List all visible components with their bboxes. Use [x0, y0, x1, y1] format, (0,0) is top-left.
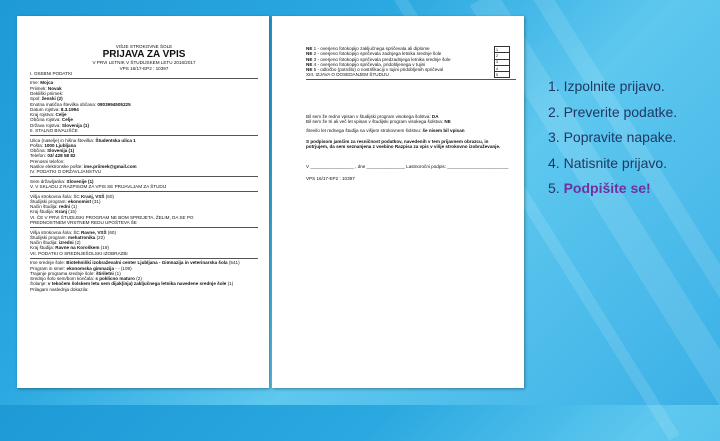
personal-field: Enotna matična številka občana: 0803994505225	[30, 101, 131, 107]
address-field: Ulica (naselje) in hišna številka: Študentska ulica 1	[30, 137, 136, 143]
statement-years-count: Število let rednega študija na višjem strokovnem šolstvu: še nisem bil vpisan	[306, 127, 465, 133]
attachment-number-cell: 3	[495, 59, 510, 65]
attachment-item: NE 4 - overjeno fotokopijo spričevala, pridobljenega v tujini	[306, 61, 426, 67]
step-number: 3.	[548, 129, 560, 146]
personal-field: Priimek: Novak	[30, 85, 62, 91]
attachment-item: NE 1 - overjeno fotokopijo zaključnega spričevala ali diplome	[306, 46, 430, 51]
attachment-item: NE 3 - overjeno fotokopijo spričevala predzadnjega letnika srednje šole	[306, 56, 451, 62]
address-field: Telefon: 03/ 428 58 82	[30, 153, 76, 159]
school-block	[30, 260, 258, 292]
school-field: Program in smer: ekonomska gimnazija - - (109)	[30, 265, 132, 271]
section-residence-title: II. STALNO BIVALIŠČE	[30, 128, 78, 134]
first-choice-block	[30, 194, 258, 215]
attachment-number-cell: 5	[495, 72, 510, 78]
form-header: VIŠJE STROKOVNE ŠOLE	[115, 44, 173, 49]
school-field: Ime srednje šole: Biotehniški izobraževalni center Ljubljana - Gimnazija in veterinarska šola (541)	[30, 260, 240, 266]
address-field: Naslov elektronske pošte: ime.priimek@gmail.com	[30, 164, 137, 170]
declaration-text: S podpisom jamčim za resničnost podatkov, navedenih v tem prijavnem obrazcu, in potrjujem, da sem seznanjena z vsebino Razpisa za vpis v višje strokovno izobraževanje.	[306, 138, 501, 150]
instruction-steps	[548, 74, 677, 202]
statement-enrolled: Bil sem že redno vpisan v študijski program visokega šolstva: DA	[306, 114, 439, 119]
first-choice-field: Način študija: redni (1)	[30, 204, 77, 210]
section-second-choice-title: VI. ČE V PRVI ŠTUDIJSKI PROGRAM NE BOM SPREJETA, ŽELIM, DA SE PO	[30, 214, 194, 220]
second-choice-field: Kraj študija: Ravne na Koroškem (19)	[30, 245, 109, 251]
step-text: Podpišite se!	[563, 180, 651, 197]
personal-field: Občina rojstva: Celje	[30, 117, 73, 123]
attachments-grid	[494, 46, 510, 78]
first-choice-field: Kraj študija: Kranj (15)	[30, 209, 77, 215]
step-item	[548, 100, 677, 126]
address-field: Občina: Slovenija (1)	[30, 148, 75, 154]
attachment-number-cell: 2	[495, 53, 510, 59]
application-form-page-1	[17, 16, 269, 388]
first-choice-field: Višja strokovna šola: ŠC Kranj, VSŠ (60)	[30, 193, 114, 199]
personal-field: Kraj rojstva: Celje	[30, 112, 67, 118]
citizenship-row: Sem državljanka: Slovenije (1)	[30, 178, 94, 184]
personal-field: Datum rojstva: 8.3.1994	[30, 106, 79, 112]
step-item	[548, 74, 677, 100]
attachment-item: NE 2 - overjeno fotokopijo spričevala zadnjega letnika srednje šole	[306, 51, 442, 57]
second-choice-field: Višja strokovna šola: ŠC Ravne, VSŠ (60)	[30, 229, 116, 235]
step-text: Izpolnite prijavo.	[563, 78, 665, 94]
step-text: Preverite podatke.	[563, 103, 678, 120]
personal-field: Država rojstva: Slovenija (1)	[30, 122, 89, 128]
school-field: Šolanje: v tekočem šolskem letu sem dijak(inja) zaključnega letnika navedene srednje šole (1)	[30, 281, 234, 287]
form-subheader: V PRVI LETNIK V ŠTUDIJSKEM LETU 2016/2017	[92, 60, 196, 66]
section-second-choice-title-cont: PREDNOSTNEM VRSTNEM REDU UPOŠTEVA ŠE	[30, 220, 137, 226]
school-field: Trajanje programa srednje šole: štiriletni (1)	[30, 270, 121, 276]
step-item	[548, 176, 677, 202]
attachments-checklist	[306, 46, 478, 72]
second-choice-field: Študijski program: mehatronika (22)	[30, 234, 105, 240]
personal-field: Dekliški priimek:	[30, 90, 64, 96]
attachment-number-cell: 4	[495, 65, 510, 71]
personal-field: Ime: Mojca	[30, 80, 54, 86]
address-field: Prenosni telefon:	[30, 158, 65, 164]
section-study-statement-title: XIII. IZJAVA O DOSEDANJEM ŠTUDIJU	[306, 72, 389, 78]
step-number: 2.	[548, 103, 560, 120]
step-item	[548, 151, 677, 177]
section-citizenship-title: IV. PODATKI O DRŽAVLJANSTVU	[30, 169, 102, 175]
second-choice-block	[30, 230, 258, 251]
first-choice-field: Študijski program: ekonomist (31)	[30, 198, 101, 204]
step-number: 4.	[548, 154, 560, 171]
form-footer-code: VPS 16/17-EP2 : 10397	[306, 175, 355, 181]
form-code: VPS 16/17-EP2 : 10397	[119, 65, 169, 71]
section-study-title: V. V SKLADU Z RAZPISOM ZA VPIS SE PRIJAVLJAM ZA ŠTUDIJ	[30, 184, 167, 190]
statement-three-years: Bil sem že tri ali več let vpisan v študijski program visokega šolstva: NE	[306, 119, 451, 125]
attachment-number-cell: 1	[495, 47, 510, 53]
personal-data-block	[30, 80, 258, 128]
step-number: 1.	[548, 78, 560, 94]
school-field: Srednjo šolo sem/bom končala: s poklicno maturo (2)	[30, 276, 142, 282]
application-form-page-2	[272, 16, 524, 388]
school-field: Prilagam naslednja dokazila:	[30, 286, 89, 292]
address-block	[30, 138, 258, 170]
attachment-item: NE 5 - odločbo (potrdilo) o nostrifikaciji v tujini pridobljenih spričeval	[306, 67, 444, 73]
section-personal-title: I. OSEBNI PODATKI	[30, 70, 73, 76]
step-text: Popravite napake.	[563, 129, 677, 146]
step-text: Natisnite prijavo.	[563, 154, 668, 171]
address-field: Pošta: 1000 Ljubljana	[30, 142, 76, 148]
section-school-title: VII. PODATKI O SREDNJEŠOLSKI IZOBRAZBI	[30, 250, 128, 256]
personal-field: Spol: ženski (2)	[30, 96, 63, 102]
second-choice-field: Način študija: izredni (2)	[30, 240, 81, 246]
step-number: 5.	[548, 180, 560, 197]
step-item	[548, 125, 677, 151]
signature-line: V _________________ , dne _______________ Lastnoročni podpis: ________________________	[306, 164, 509, 170]
form-title: PRIJAVA ZA VPIS	[102, 49, 186, 61]
